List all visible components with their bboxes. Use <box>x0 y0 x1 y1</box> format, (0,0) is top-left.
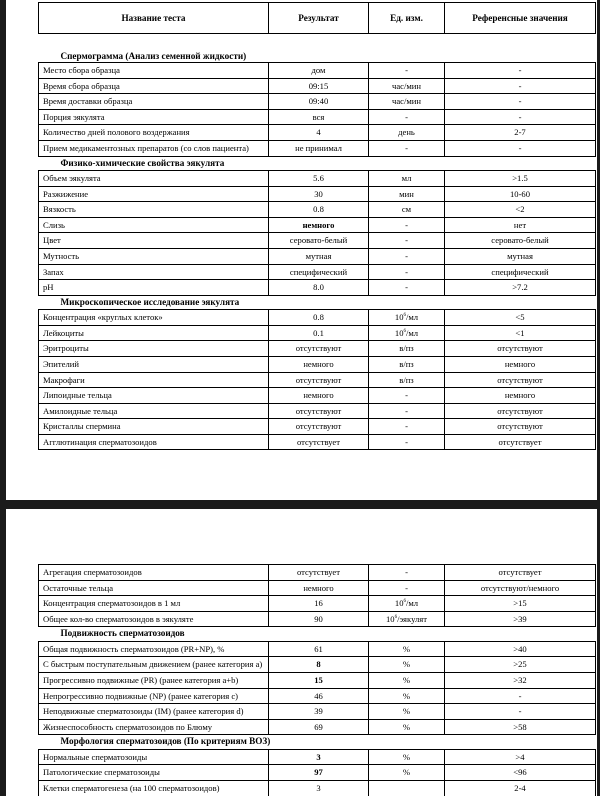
table-row <box>39 780 596 796</box>
table-row <box>39 688 596 704</box>
unit-exponent: 6 <box>403 599 406 605</box>
page1-body <box>39 34 596 450</box>
section-title-motility: Подвижность сперматозоидов <box>39 627 596 641</box>
section-heading-row <box>39 156 596 170</box>
table-row <box>39 356 596 372</box>
unit-cell: - <box>369 109 445 125</box>
unit-cell: час/мин <box>369 94 445 110</box>
unit-cell: % <box>369 641 445 657</box>
unit-cell: % <box>369 719 445 735</box>
reference-cell: 10-60 <box>445 186 596 202</box>
unit-cell: % <box>369 657 445 673</box>
test-name-cell: Общая подвижность сперматозоидов (PR+NP), % <box>39 641 269 657</box>
table-row <box>39 248 596 264</box>
unit-cell: мин <box>369 186 445 202</box>
result-cell: отсутствуют <box>269 403 369 419</box>
test-name-cell: Липоидные тельца <box>39 388 269 404</box>
reference-cell: отсутствуют <box>445 419 596 435</box>
test-name-cell: Непрогрессивно подвижные (NP) (ранее категория c) <box>39 688 269 704</box>
reference-cell: мутная <box>445 248 596 264</box>
result-cell: отсутствует <box>269 434 369 450</box>
unit-cell: - <box>369 565 445 581</box>
test-name-cell: Жизнеспособность сперматозоидов по Блюму <box>39 719 269 735</box>
result-cell: 97 <box>269 765 369 781</box>
result-cell: 3 <box>269 780 369 796</box>
test-name-cell: Остаточные тельца <box>39 580 269 596</box>
test-name-cell: Макрофаги <box>39 372 269 388</box>
reference-cell: - <box>445 78 596 94</box>
unit-cell: - <box>369 403 445 419</box>
reference-cell: >39 <box>445 611 596 627</box>
unit-cell: см <box>369 202 445 218</box>
table-row <box>39 719 596 735</box>
test-name-cell: pH <box>39 280 269 296</box>
result-cell: немного <box>269 388 369 404</box>
report-page-1 <box>6 0 597 500</box>
reference-cell: отсутствуют <box>445 403 596 419</box>
result-cell: 09:40 <box>269 94 369 110</box>
unit-exponent: 6 <box>403 313 406 319</box>
reference-cell: - <box>445 109 596 125</box>
table-row <box>39 341 596 357</box>
table-row <box>39 580 596 596</box>
table-row <box>39 78 596 94</box>
reference-cell: немного <box>445 356 596 372</box>
header-test-name: Название теста <box>39 3 269 34</box>
page2-body <box>39 565 596 796</box>
table-row <box>39 186 596 202</box>
result-cell: немного <box>269 217 369 233</box>
unit-cell: - <box>369 233 445 249</box>
test-name-cell: Количество дней полового воздержания <box>39 125 269 141</box>
test-name-cell: Вязкость <box>39 202 269 218</box>
unit-exponent: 6 <box>403 328 406 334</box>
result-cell: отсутствует <box>269 565 369 581</box>
unit-cell: - <box>369 419 445 435</box>
table-row <box>39 565 596 581</box>
unit-base: 10 <box>394 327 404 338</box>
unit-cell: - <box>369 264 445 280</box>
section-title-physchem: Физико-химические свойства эякулята <box>39 156 596 170</box>
result-cell: отсутствуют <box>269 341 369 357</box>
unit-cell: % <box>369 765 445 781</box>
unit-tail: /эякулят <box>397 613 427 624</box>
result-cell: 39 <box>269 704 369 720</box>
reference-cell: >7.2 <box>445 280 596 296</box>
result-cell: 09:15 <box>269 78 369 94</box>
test-name-cell: Патологические сперматозоиды <box>39 765 269 781</box>
test-name-cell: Время доставки образца <box>39 94 269 110</box>
result-cell: 0.1 <box>269 325 369 341</box>
test-name-cell: Неподвижные сперматозоиды (IM) (ранее категория d) <box>39 704 269 720</box>
test-name-cell: Амилоидные тельца <box>39 403 269 419</box>
result-cell: 4 <box>269 125 369 141</box>
test-name-cell: Эритроциты <box>39 341 269 357</box>
reference-cell: <1 <box>445 325 596 341</box>
test-name-cell: Клетки сперматогенеза (на 100 сперматозоидов) <box>39 780 269 796</box>
unit-cell: мл <box>369 170 445 186</box>
unit-tail: /мл <box>405 327 419 338</box>
result-cell: 61 <box>269 641 369 657</box>
table-row <box>39 388 596 404</box>
test-name-cell: Цвет <box>39 233 269 249</box>
table-row <box>39 641 596 657</box>
report-page-2 <box>6 509 597 796</box>
test-name-cell: Нормальные сперматозоиды <box>39 749 269 765</box>
unit-cell: - <box>369 217 445 233</box>
unit-cell: день <box>369 125 445 141</box>
reference-cell: >4 <box>445 749 596 765</box>
test-name-cell: Агрегация сперматозоидов <box>39 565 269 581</box>
reference-cell: нет <box>445 217 596 233</box>
result-cell: 8 <box>269 657 369 673</box>
unit-cell <box>369 611 445 627</box>
result-cell: 0.8 <box>269 202 369 218</box>
unit-cell <box>369 310 445 326</box>
test-name-cell: Время сбора образца <box>39 78 269 94</box>
reference-cell: серовато-белый <box>445 233 596 249</box>
test-name-cell: Слизь <box>39 217 269 233</box>
test-name-cell: Объем эякулята <box>39 170 269 186</box>
table-row <box>39 434 596 450</box>
table-row <box>39 372 596 388</box>
test-name-cell: Порция эякулята <box>39 109 269 125</box>
result-cell: 0.8 <box>269 310 369 326</box>
results-table-page-1 <box>38 2 596 450</box>
result-cell: 8.0 <box>269 280 369 296</box>
test-name-cell: Концентрация сперматозоидов в 1 мл <box>39 596 269 612</box>
reference-cell: - <box>445 688 596 704</box>
unit-cell <box>369 596 445 612</box>
unit-cell: % <box>369 688 445 704</box>
section-title-morphology: Морфология сперматозоидов (По критериям ВОЗ) <box>39 735 596 749</box>
unit-base: 10 <box>394 312 404 323</box>
result-cell: 15 <box>269 672 369 688</box>
result-cell: дом <box>269 63 369 79</box>
result-cell: 30 <box>269 186 369 202</box>
reference-cell: - <box>445 94 596 110</box>
section-heading-row <box>39 735 596 749</box>
section-title-spermogram: Спермограмма (Анализ семенной жидкости) <box>39 34 596 63</box>
reference-cell: <2 <box>445 202 596 218</box>
table-row <box>39 125 596 141</box>
table-row <box>39 264 596 280</box>
test-name-cell: Разжижение <box>39 186 269 202</box>
header-reference: Референсные значения <box>445 3 596 34</box>
unit-tail: /мл <box>405 312 419 323</box>
results-table-page-2 <box>38 564 596 796</box>
table-row <box>39 280 596 296</box>
unit-exponent: 6 <box>394 614 398 620</box>
result-cell: 16 <box>269 596 369 612</box>
test-name-cell: Прием медикаментозных препаратов (со слов пациента) <box>39 140 269 156</box>
test-name-cell: Кристаллы спермина <box>39 419 269 435</box>
table-row <box>39 109 596 125</box>
unit-cell: - <box>369 248 445 264</box>
test-name-cell: Запах <box>39 264 269 280</box>
table-row <box>39 202 596 218</box>
result-cell: отсутствуют <box>269 372 369 388</box>
unit-cell: - <box>369 580 445 596</box>
unit-cell: % <box>369 672 445 688</box>
result-cell: отсутствуют <box>269 419 369 435</box>
test-name-cell: Эпителий <box>39 356 269 372</box>
reference-cell: >1.5 <box>445 170 596 186</box>
test-name-cell: Место сбора образца <box>39 63 269 79</box>
reference-cell: >40 <box>445 641 596 657</box>
result-cell: 90 <box>269 611 369 627</box>
test-name-cell: Агглютинация сперматозоидов <box>39 434 269 450</box>
reference-cell: <5 <box>445 310 596 326</box>
unit-cell: в/пз <box>369 356 445 372</box>
unit-cell: в/пз <box>369 372 445 388</box>
result-cell: немного <box>269 580 369 596</box>
table-row <box>39 94 596 110</box>
result-cell: мутная <box>269 248 369 264</box>
table-row <box>39 325 596 341</box>
reference-cell: - <box>445 140 596 156</box>
section-heading-row <box>39 34 596 63</box>
result-cell: 46 <box>269 688 369 704</box>
result-cell: 69 <box>269 719 369 735</box>
result-cell: специфический <box>269 264 369 280</box>
table-row <box>39 419 596 435</box>
reference-cell: - <box>445 704 596 720</box>
reference-cell: отсутствуют <box>445 372 596 388</box>
table-row <box>39 310 596 326</box>
unit-cell: - <box>369 280 445 296</box>
header-unit: Ед. изм. <box>369 3 445 34</box>
header-result: Результат <box>269 3 369 34</box>
reference-cell: >58 <box>445 719 596 735</box>
result-cell: серовато-белый <box>269 233 369 249</box>
table-header-row <box>39 3 596 34</box>
table-row <box>39 765 596 781</box>
result-cell: 5.6 <box>269 170 369 186</box>
result-cell: вся <box>269 109 369 125</box>
unit-tail: /мл <box>405 598 419 609</box>
table-row <box>39 657 596 673</box>
table-row <box>39 140 596 156</box>
table-row <box>39 749 596 765</box>
unit-cell: % <box>369 704 445 720</box>
unit-cell: - <box>369 434 445 450</box>
table-row <box>39 596 596 612</box>
section-title-micro: Микроскопическое исследование эякулята <box>39 295 596 309</box>
reference-cell: >32 <box>445 672 596 688</box>
reference-cell: отсутствуют/немного <box>445 580 596 596</box>
test-name-cell: Прогрессивно подвижные (PR) (ранее категория a+b) <box>39 672 269 688</box>
reference-cell: отсутствует <box>445 565 596 581</box>
result-cell: 3 <box>269 749 369 765</box>
table-row <box>39 403 596 419</box>
test-name-cell: С быстрым поступательным движением (ранее категория a) <box>39 657 269 673</box>
reference-cell: специфический <box>445 264 596 280</box>
reference-cell: немного <box>445 388 596 404</box>
table-row <box>39 611 596 627</box>
test-name-cell: Лейкоциты <box>39 325 269 341</box>
result-cell: немного <box>269 356 369 372</box>
result-cell: не принимал <box>269 140 369 156</box>
table-row <box>39 704 596 720</box>
unit-cell: в/пз <box>369 341 445 357</box>
unit-cell: - <box>369 140 445 156</box>
table-row <box>39 170 596 186</box>
table-row <box>39 217 596 233</box>
unit-base: 10 <box>386 613 395 624</box>
reference-cell: отсутствует <box>445 434 596 450</box>
table-row <box>39 63 596 79</box>
unit-cell: - <box>369 388 445 404</box>
unit-cell: час/мин <box>369 78 445 94</box>
table-row <box>39 672 596 688</box>
unit-cell: % <box>369 749 445 765</box>
test-name-cell: Мутность <box>39 248 269 264</box>
reference-cell: >25 <box>445 657 596 673</box>
unit-base: 10 <box>394 598 404 609</box>
reference-cell: >15 <box>445 596 596 612</box>
reference-cell: 2-4 <box>445 780 596 796</box>
table-row <box>39 233 596 249</box>
section-heading-row <box>39 295 596 309</box>
unit-cell <box>369 780 445 796</box>
reference-cell: отсутствуют <box>445 341 596 357</box>
reference-cell: - <box>445 63 596 79</box>
unit-cell: - <box>369 63 445 79</box>
reference-cell: 2-7 <box>445 125 596 141</box>
test-name-cell: Общее кол-во сперматозоидов в эякуляте <box>39 611 269 627</box>
unit-cell <box>369 325 445 341</box>
test-name-cell: Концентрация «круглых клеток» <box>39 310 269 326</box>
reference-cell: <96 <box>445 765 596 781</box>
section-heading-row <box>39 627 596 641</box>
